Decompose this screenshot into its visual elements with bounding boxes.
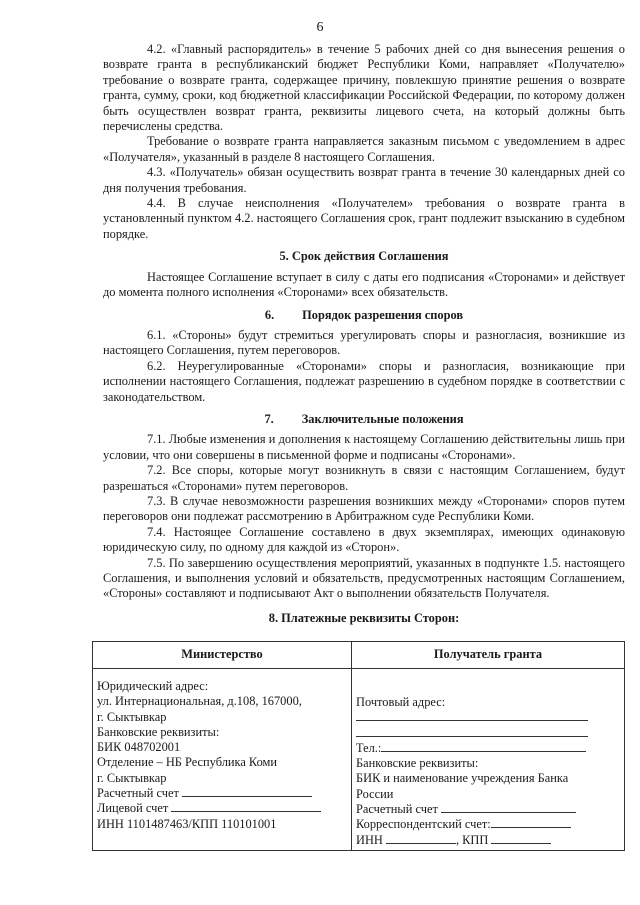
recipient-bik: БИК и наименование учреждения Банка России	[356, 771, 569, 801]
recipient-inn-kpp: ИНН , КПП	[356, 833, 620, 848]
paragraph-4-2-notice: Требование о возврате гранта направляется заказным письмом с уведомлением в адрес «Получателя», указанный в разделе 8 настоящего Соглашения.	[103, 134, 625, 164]
paragraph-6-1: 6.1. «Стороны» будут стремиться урегулировать споры и разногласия, возникшие из настоящего Соглашения, путем переговоров.	[103, 327, 625, 358]
paragraph-7-1: 7.1. Любые изменения и дополнения к настоящему Соглашению действительны лишь при условии, что они совершены в письменной форме и подписаны «Сторонами».	[103, 432, 625, 462]
paragraph-7-5: 7.5. По завершению осуществления мероприятий, указанных в подпункте 1.5. настоящего Соглашения, и выполнения условий и обязательств, предусмотренных настоящим Соглашением, «Стороны» составляют и подписывают Акт о выполнении обязательств Получателя.	[103, 555, 625, 601]
ministry-details	[93, 669, 352, 851]
section-5-heading: 5. Срок действия Соглашения	[279, 249, 449, 264]
recipient-corr-account: Корреспондентский счет:	[356, 817, 620, 832]
recipient-settlement-account: Расчетный счет	[356, 802, 620, 817]
ministry-bank-city: г. Сыктывкар	[97, 770, 167, 785]
document-body	[103, 42, 625, 631]
ministry-bank-branch: Отделение – НБ Республика Коми	[97, 755, 278, 770]
ministry-street: ул. Интернациональная, д.108, 167000,	[97, 694, 302, 709]
corr-account-line	[491, 827, 571, 828]
section-7-heading	[103, 412, 625, 427]
ministry-bik: БИК 048702001	[97, 740, 181, 755]
phone-line	[381, 751, 586, 752]
ministry-inn-kpp: ИНН 1101487463/КПП 110101001	[97, 816, 277, 831]
section-7-title: Заключительные положения	[301, 411, 464, 426]
recipient-bank-label: Банковские реквизиты:	[356, 756, 479, 771]
kpp-line	[491, 843, 551, 844]
recipient-header: Получатель гранта	[352, 642, 625, 669]
section-8-heading: 8. Платежные реквизиты Сторон:	[268, 610, 460, 625]
paragraph-7-2: 7.2. Все споры, которые могут возникнуть в связи с настоящим Соглашением, будут разрешаться «Сторонами» путем переговоров.	[103, 463, 625, 493]
recipient-phone: Тел.:	[356, 741, 620, 756]
paragraph-7-4: 7.4. Настоящее Соглашение составлено в двух экземплярах, имеющих одинаковую юридическую силу, по одному для каждой из «Сторон».	[103, 524, 625, 555]
recipient-account-line	[441, 812, 576, 813]
ministry-header: Министерство	[93, 642, 352, 669]
ministry-personal-account: Лицевой счет	[97, 801, 347, 816]
ministry-settlement-account: Расчетный счет	[97, 786, 347, 801]
paragraph-5: Настоящее Соглашение вступает в силу с даты его подписания «Сторонами» и действует до момента полного исполнения «Сторонами» всех обязательств.	[103, 269, 625, 300]
inn-line	[386, 843, 456, 844]
paragraph-7-3: 7.3. В случае невозможности разрешения возникших между «Сторонами» споров путем переговоров они подлежат рассмотрению в Арбитражном суде Республики Коми.	[103, 493, 625, 524]
settlement-account-line	[182, 796, 312, 797]
personal-account-line	[171, 811, 321, 812]
page-number: 6	[316, 20, 324, 35]
ministry-legal-address-label: Юридический адрес:	[97, 679, 209, 693]
section-6-title: Порядок разрешения споров	[302, 307, 464, 322]
recipient-details	[352, 669, 625, 851]
postal-address-line	[356, 720, 588, 721]
section-6-heading	[103, 308, 625, 323]
paragraph-4-4: 4.4. В случае неисполнения «Получателем» требования о возврате гранта в установленный пунктом 4.2. настоящего Соглашения срок, грант подлежит взысканию в судебном порядке.	[103, 196, 625, 241]
payment-details-table	[92, 641, 625, 851]
ministry-city: г. Сыктывкар	[97, 709, 167, 724]
paragraph-4-2: 4.2. «Главный распорядитель» в течение 5 рабочих дней со дня вынесения решения о возврате гранта в республиканский бюджет Республики Коми, направляет «Получателю» требование о возврате гранта, содержащее причину, повлекшую принятие решения о возврате гранта, сумму, сроки, код бюджетной классификации Российской Федерации, по которому должен быть осуществлен возврат гранта, реквизиты лицевого счета, на который должны быть перечислены средства.	[103, 42, 625, 134]
ministry-bank-label: Банковские реквизиты:	[97, 724, 220, 739]
paragraph-6-2: 6.2. Неурегулированные «Сторонами» споры и разногласия, возникающие при исполнении настоящего Соглашения, подлежат разрешению в судебном порядке в соответствии с законодательством.	[103, 358, 625, 404]
section-6-number: 6.	[264, 307, 275, 322]
paragraph-4-3: 4.3. «Получатель» обязан осуществить возврат гранта в течение 30 календарных дней со дня получения требования.	[103, 165, 625, 195]
section-7-number: 7.	[264, 411, 274, 426]
postal-address-line-2	[356, 736, 588, 737]
recipient-postal-label: Почтовый адрес:	[356, 695, 446, 709]
